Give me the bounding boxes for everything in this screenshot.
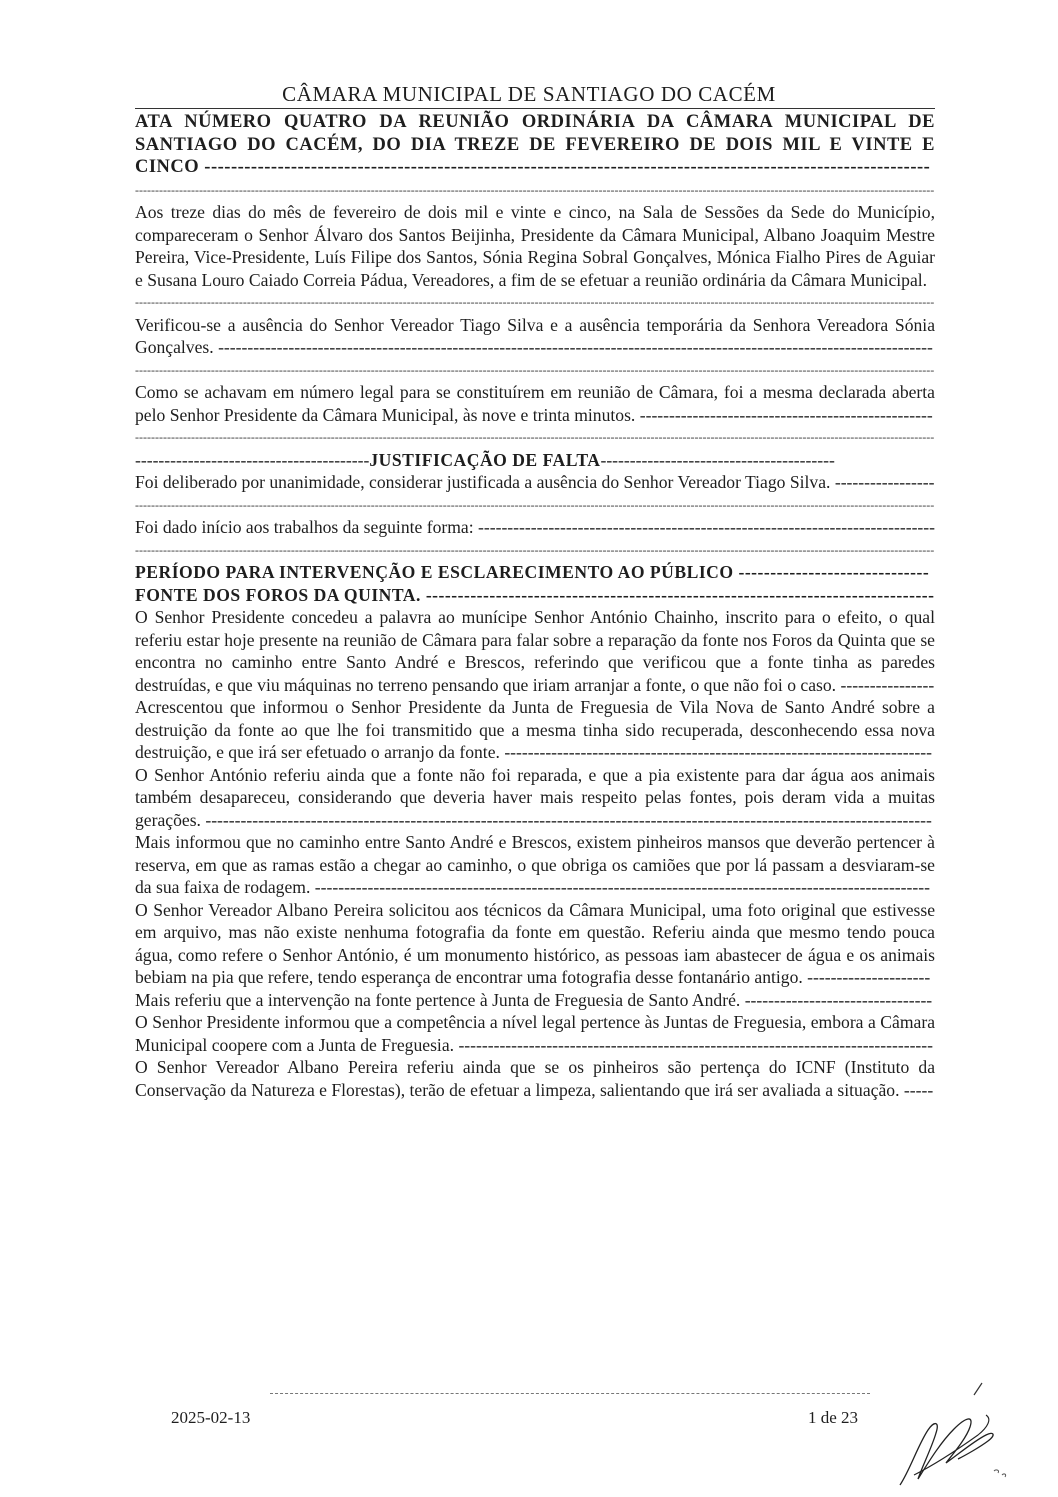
paragraph-1: O Senhor Presidente concedeu a palavra ao munícipe Senhor António Chainho, inscrito para o efeito, o qual referiu estar hoje presente na reunião de Câmara para falar sobre a reparação da fonte nos Foros da Quinta que se encontra no caminho entre Santo André e Brescos, referindo que verificou que a fonte tinha as paredes destruídas, e que viu máquinas no terreno pensando que iriam arranjar a fonte, o que não foi o caso. ---------------- [135,607,935,695]
heading-justification: ----------------------------------------JUSTIFICAÇÃO DE FALTA---------------------------------------- [135,449,835,470]
paragraph-5: O Senhor Vereador Albano Pereira solicitou aos técnicos da Câmara Municipal, uma foto original que estivesse em arquivo, mas não existe nenhuma fotografia da fonte em questão. Referiu ainda que mesmo tendo pouca água, como refere o Senhor António, é um monumento histórico, as pessoas iam abastecer de água e os animais bebiam na pia que refere, tendo esperança de encontrar uma fotografia desse fontanário antigo. --------------------- [135,899,935,987]
minutes-title: ATA NÚMERO QUATRO DA REUNIÃO ORDINÁRIA DA CÂMARA MUNICIPAL DE SANTIAGO DO CACÉM, DO DIA TREZE DE FEVEREIRO DE DOIS MIL E VINTE E CINCO ------------------------------------------------------------------------------------------------------------- [135,112,935,177]
paragraph-8: O Senhor Vereador Albano Pereira referiu ainda que se os pinheiros são pertença do ICNF (Instituto da Conservação da Natureza e Florestas), terão de efetuar a limpeza, salientando que irá ser avaliada a situação. ----- [135,1057,935,1100]
footer-page-number: 1 de 23 [808,1408,859,1427]
paragraph-justification: Foi deliberado por unanimidade, considerar justificada a ausência do Senhor Vereador Tiago Silva. ----------------- [135,472,935,492]
handwritten-signature [870,1375,1020,1495]
heading-public-period: PERÍODO PARA INTERVENÇÃO E ESCLARECIMENTO AO PÚBLICO ------------------------------ [135,562,930,582]
paragraph-absence: Verificou-se a ausência do Senhor Vereador Tiago Silva e a ausência temporária da Senhora Vereadora Sónia Gonçalves. -------------------------------------------------------------------------------------------------------------------------- [135,314,935,357]
footer-rule [270,1393,870,1394]
footer-date: 2025-02-13 [171,1408,251,1427]
paragraph-6: Mais referiu que a intervenção na fonte pertence à Junta de Freguesia de Santo André. -------------------------------- [135,989,933,1010]
minutes-body [135,111,935,1101]
paragraph-7: O Senhor Presidente informou que a competência a nível legal pertence às Juntas de Freguesia, embora a Câmara Municipal coopere com a Junta de Freguesia. --------------------------------------------------------------------------------- [135,1012,935,1055]
dash-separator: -------------------------------------------------------------------------------------------------------------------------------------------------------------------------------------------------------- [135,497,935,512]
heading-fountain-topic: FONTE DOS FOROS DA QUINTA. -------------------------------------------------------------------------------- [135,584,935,605]
header-rule [135,108,935,109]
paragraph-start: Foi dado início aos trabalhos da seguinte forma: ------------------------------------------------------------------------------ [135,517,936,537]
dash-separator: -------------------------------------------------------------------------------------------------------------------------------------------------------------------------------------------------------- [135,182,935,197]
paragraph-opening: Como se achavam em número legal para se constituírem em reunião de Câmara, foi a mesma declarada aberta pelo Senhor Presidente da Câmara Municipal, às nove e trinta minutos. -------------------------------------------------- [135,382,935,425]
paragraph-attendance: Aos treze dias do mês de fevereiro de dois mil e vinte e cinco, na Sala de Sessões da Sede do Município, compareceram o Senhor Álvaro dos Santos Beijinha, Presidente da Câmara Municipal, Albano Joaquim Mestre Pereira, Vice-Presidente, Luís Filipe dos Santos, Sónia Regina Sobral Gonçalves, Mónica Fialho Pires de Aguiar e Susana Louro Caiado Correia Pádua, Vereadores, a fim de se efetuar a reunião ordinária da Câmara Municipal. [135,202,935,290]
institution-header: CÂMARA MUNICIPAL DE SANTIAGO DO CACÉM [282,82,776,106]
paragraph-2: Acrescentou que informou o Senhor Presidente da Junta de Freguesia de Vila Nova de Santo André sobre a destruição da fonte ao que lhe foi transmitido que a mesma tinha sido recuperada, desconhecendo essa nova destruição, e que irá ser efetuado o arranjo da fonte. ------------------------------------------------------------------------- [135,697,935,762]
paragraph-4: Mais informou que no caminho entre Santo André e Brescos, existem pinheiros mansos que deverão pertencer à reserva, em que as ramas estão a chegar ao caminho, o que obriga os camiões que por lá passam a desviaram-se da sua faixa de rodagem. --------------------------------------------------------------------------------------------------------- [135,832,935,897]
paragraph-3: O Senhor António referiu ainda que a fonte não foi reparada, e que a pia existente para dar água aos animais também desapareceu, considerando que deveria haver mais respeito pelas fontes, pois deram vida a muitas gerações. ---------------------------------------------------------------------------------------------------------------------------- [135,764,935,830]
dash-separator: -------------------------------------------------------------------------------------------------------------------------------------------------------------------------------------------------------- [135,362,935,377]
dash-separator: -------------------------------------------------------------------------------------------------------------------------------------------------------------------------------------------------------- [135,295,935,309]
dash-separator: -------------------------------------------------------------------------------------------------------------------------------------------------------------------------------------------------------- [135,542,935,557]
dash-separator: -------------------------------------------------------------------------------------------------------------------------------------------------------------------------------------------------------- [135,430,935,444]
